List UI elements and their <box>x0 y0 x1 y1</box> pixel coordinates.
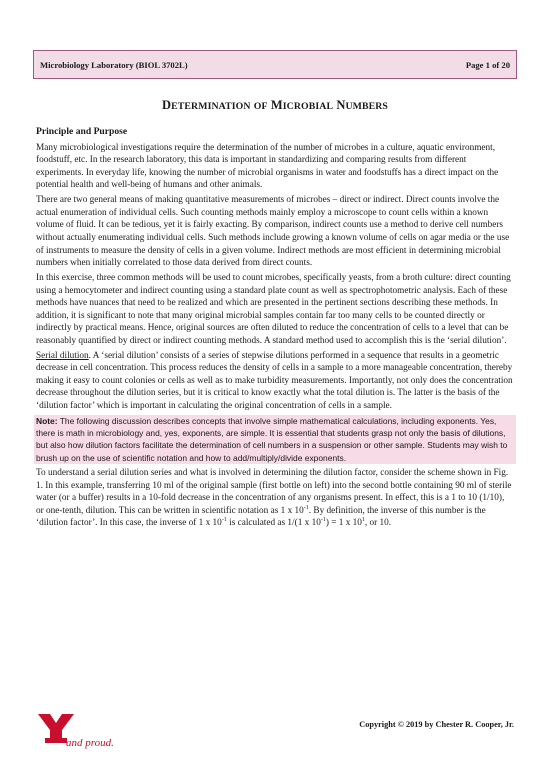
paragraph-2: There are two general means of making quantitative measurements of microbes – direct or indirect. Direct counts involve the actual enumeration of individual cells. Such counting methods mainly employ a microscope to count cells within a known volume of fluid. It can be tedious, yet it is fairly exacting. By comparison, indirect counts use a method to derive cell numbers without actually enumerating individual cells. Such methods include growing a known volume of cells on agar media or the use of instruments to measure the density of cells in a given volume. Indirect methods are most efficient in determining microbial numbers when initially correlated to those data derived from direct counts. <box>36 195 510 269</box>
page-header-bar <box>33 50 517 79</box>
logo-tagline: and proud. <box>66 737 114 749</box>
note-label: Note: <box>36 415 58 426</box>
math-note-box <box>34 415 516 464</box>
section-heading: Principle and Purpose <box>36 126 128 137</box>
y-and-proud-logo <box>36 712 116 752</box>
page-number: Page 1 of 20 <box>465 59 510 70</box>
note-text: The following discussion describes concepts that involve simple mathematical calculations, including exponents. Yes, there is math in microbiology and, yes, exponents, are simple. It is essential that students grasp not only the basis of dilutions, but also how dilution factors facilitate the determination of cell numbers in a suspension or other sample. Students may wish to brush up on the use of scientific notation and how to add/multiply/divide exponents. <box>36 415 508 463</box>
paragraph-1: Many microbiological investigations require the determination of the number of microbes in a culture, aquatic environment, foodstuff, etc. In the research laboratory, this data is important in standardizing and comparing results from different experiments. In everyday life, knowing the number of microbial organisms in water and foodstuffs has a direct impact on the potential health and well-being of humans and other animals. <box>36 142 499 191</box>
paragraph-5: To understand a serial dilution series and what is involved in determining the dilution factor, consider the scheme shown in Fig. 1. In this example, transferring 10 ml of the original sample (first bottle on left) into the second bottle containing 90 ml of sterile water (or a buffer) results in a 10-fold decrease in the concentration of any organisms present. In effect, this is a 1 to 10 (1/10), or one-tenth, dilution. This can be written in scientific notation as 1 x $10^{-1}$. By definition, the inverse of this number is the ‘dilution factor’. In this case, the inverse of 1 x $10^{-1}$ is calculated as 1/(1 x $10^{-1}) = 1$ x $10^1$, or 10. <box>36 468 512 529</box>
paragraph-4: Serial dilution. A ‘serial dilution’ consists of a series of stepwise dilutions performed in a sequence that results in a geometric decrease in cell concentration. This process reduces the density of cells in a sample to a more manageable concentration, thereby making it easy to count colonies or cells as well as to make turbidity measurements. Importantly, not only does the concentration decrease throughout the dilution series, but it is critical to know exactly what the total dilution is. The latter is the basis of the ‘dilution factor’ which is important in calculating the original concentration of cells in a sample. <box>36 350 513 412</box>
course-name: Microbiology Laboratory (BIOL 3702L) <box>40 59 188 70</box>
main-content <box>36 126 514 532</box>
serial-dilution-term: Serial dilution <box>36 350 89 361</box>
paragraph-3: In this exercise, three common methods will be used to count microbes, specifically yeasts, from a broth culture: direct counting using a hemocytometer and indirect counting using a standard plate count as well as spectrophotometric analysis. Each of these methods have nuances that need to be realized and which are presented in the pertinent sections describing these methods. In addition, it is significant to note that many original microbial samples contain far too many cells to be counted directly or indirectly by practical means. Hence, original sources are often diluted to reduce the concentration of cells to a level that can be reasonably quantified by direct or indirect counting methods. A standard method used to accomplish this is the ‘serial dilution’. <box>36 272 511 346</box>
page-title: DETERMINATION OF MICROBIAL NUMBERS <box>162 98 388 112</box>
copyright-notice: Copyright © 2019 by Chester R. Cooper, Jr. <box>359 720 514 729</box>
